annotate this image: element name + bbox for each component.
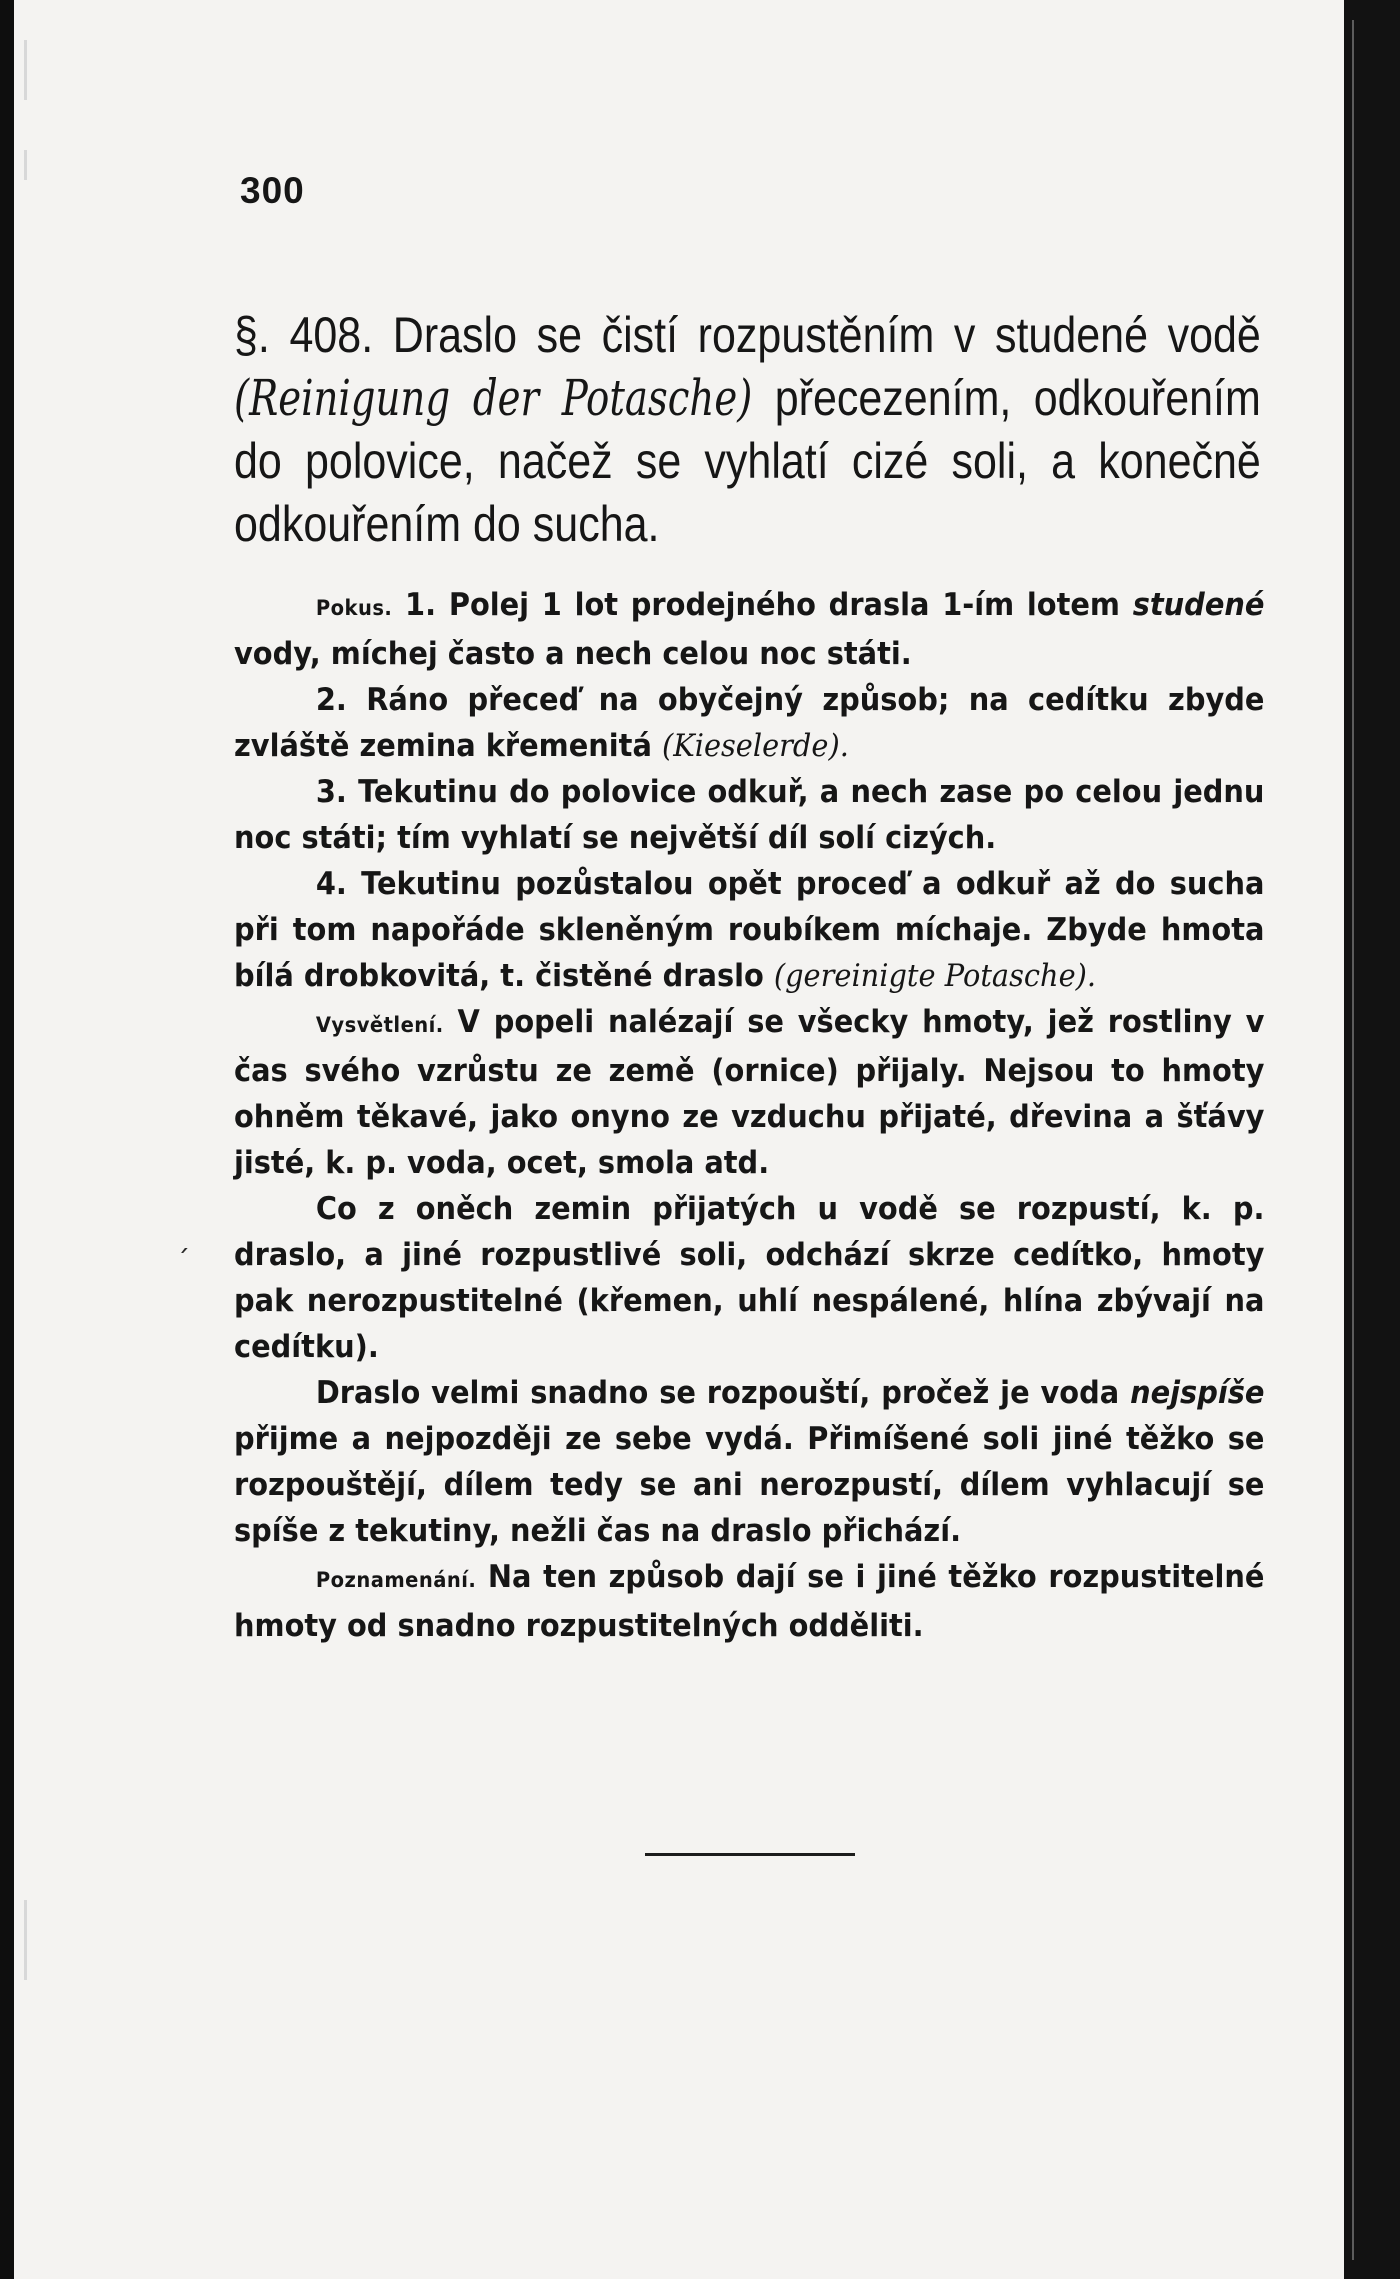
step-text: Tekutinu do polovice odkuř, a nech zase po celou jednu noc státi; tím vyhlatí se největší díl solí cizých. (234, 774, 1265, 856)
experiment-label: Pokus. (315, 596, 393, 620)
step-german-term: (Kieselerde). (661, 728, 849, 764)
experiment-step-4 (234, 861, 1264, 999)
step-number: 4. (315, 866, 347, 902)
page-number: 300 (240, 170, 305, 211)
paragraph-text-continued: přijme a nejpozději ze sebe vydá. Přimíšené soli jiné těžko se rozpouštějí, dílem tedy se ani nerozpustí, dílem vyhlacují se spíše z tekutiny, nežli čas na draslo přichází. (234, 1421, 1265, 1549)
heading-text: Draslo se čistí rozpustěním v studené vodě (392, 307, 1261, 363)
experiment-step-2 (234, 677, 1264, 769)
step-german-term: (gereinigte Potasche). (773, 958, 1097, 994)
margin-artifact (24, 150, 27, 180)
note-paragraph (234, 1554, 1264, 1649)
step-number: 1. (405, 587, 437, 623)
experiment-step-1 (234, 582, 1264, 677)
explanation-paragraph-3 (234, 1370, 1264, 1554)
paragraph-text: Draslo velmi snadno se rozpouští, pročež je voda (315, 1375, 1120, 1411)
section-end-rule (645, 1853, 855, 1856)
paragraph-text: V popeli nalézají se všecky hmoty, jež rostliny v čas svého vzrůstu ze země (ornice) přijaly. Nejsou to hmoty ohněm těkavé, jako onyno ze vzduchu přijaté, dřevina a šťávy jisté, k. p. voda, ocet, smola atd. (234, 1004, 1265, 1181)
explanation-paragraph-1 (234, 999, 1264, 1186)
margin-artifact (24, 1900, 27, 1980)
page-edge-line (1352, 20, 1354, 2260)
experiment-step-3 (234, 769, 1264, 861)
paragraph-emphasis: nejspíše (1130, 1375, 1265, 1411)
heading-text-continued: přecezením, odkouřením do polovice, načež se vyhlatí cizé soli, a konečně odkouřením do sucha. (234, 370, 1261, 552)
paragraph-text: Na ten způsob dají se i jiné těžko rozpustitelné hmoty od snadno rozpustitelných odděliti. (234, 1559, 1265, 1644)
step-text: Tekutinu pozůstalou opět proceď a odkuř až do sucha při tom napořáde skleněným roubíkem míchaje. Zbyde hmota bílá drobkovitá, t. čistěné draslo (234, 866, 1265, 994)
explanation-paragraph-2 (234, 1186, 1264, 1370)
step-text: Polej 1 lot prodejného drasla 1-ím lotem (448, 587, 1120, 623)
step-text: Ráno přeceď na obyčejný způsob; na cedítku zbyde zvláště zemina křemenitá (234, 682, 1265, 764)
note-label: Poznamenání. (315, 1568, 477, 1592)
step-emphasis: studené (1132, 587, 1265, 623)
heading-german-term: (Reinigung der Potasche) (234, 369, 753, 427)
section-heading (234, 304, 1261, 556)
text-block (234, 170, 1264, 1649)
explanation-label: Vysvětlení. (315, 1013, 444, 1037)
paragraph-text: Co z oněch zemin přijatých u vodě se rozpustí, k. p. draslo, a jiné rozpustlivé soli, odchází skrze cedítko, hmoty pak nerozpustitelné (křemen, uhlí nespálené, hlína zbývají na cedítku). (234, 1191, 1265, 1365)
step-number: 2. (315, 682, 347, 718)
stray-mark: ´ (176, 1244, 190, 1277)
step-number: 3. (315, 774, 347, 810)
step-text-continued: vody, míchej často a nech celou noc státi. (234, 636, 912, 672)
margin-artifact (24, 40, 27, 100)
section-body (234, 582, 1264, 1649)
section-number: §. 408. (234, 307, 374, 363)
